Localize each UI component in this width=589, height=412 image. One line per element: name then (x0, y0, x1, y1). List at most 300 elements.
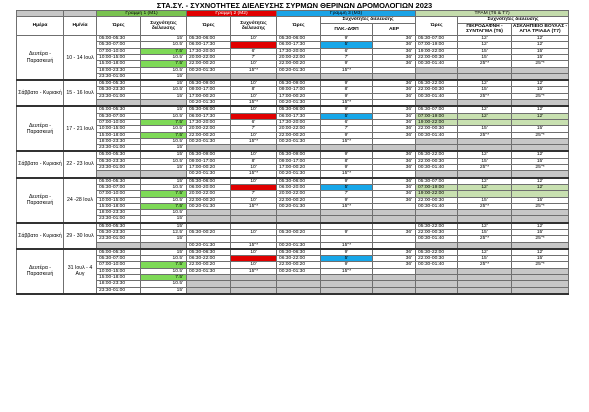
line1-frequency-cell (141, 100, 187, 107)
tram-t7-frequency-cell: 25''* (512, 132, 569, 138)
line3-hours-cell (277, 216, 321, 223)
line1-frequency-cell: 7.5' (141, 262, 187, 268)
line3-hours-cell: 17:30-20:00 (277, 119, 321, 125)
line1-hours-cell: 18:00-23:30 (97, 67, 141, 73)
tram-t6-frequency-cell: 15' (458, 54, 512, 60)
line2-hours-cell: 00:20-01:30 (187, 203, 231, 209)
line1-hours-cell: 10:00-15:00 (97, 54, 141, 60)
line3-frequency-aer-cell (373, 73, 416, 80)
table-row (17, 87, 569, 93)
line1-frequency-cell: 15' (141, 151, 187, 158)
table-row (17, 132, 569, 138)
tram-t7-frequency-cell (512, 242, 569, 249)
date-label: 24 -28 Ιουλ (64, 178, 97, 223)
tram-t6-frequency-cell (458, 145, 512, 152)
line1-frequency-cell: 10.5' (141, 138, 187, 144)
line1-hours-cell: 05:00-05:30 (97, 151, 141, 158)
line1-frequency-cell: 10.5' (141, 256, 187, 262)
line3-frequency-pl-dfp-cell: 15''* (321, 242, 373, 249)
line3-frequency-aer-cell (373, 242, 416, 249)
line2-hours-cell: 20:00-22:00 (187, 54, 231, 60)
tram-t7-frequency-cell: 12' (512, 151, 569, 158)
day-label: Δευτέρα - Παρασκευή (17, 36, 64, 81)
date-label: 10 - 14 Ιουλ (64, 36, 97, 81)
page-title: ΣΤΑ.ΣΥ. - ΣΥΧΝΟΤΗΤΕΣ ΔΙΕΛΕΥΣΗΣ ΣΥΡΜΩΝ ΘΕΡΙΝΩΝ ΔΡΟΜΟΛΟΓΙΩΝ 2023 (156, 1, 433, 10)
line2-hours-cell (187, 216, 231, 223)
line1-hours-cell: 18:00-23:30 (97, 138, 141, 144)
line2-frequency-cell (231, 145, 277, 152)
tram-t7-frequency-cell: 25''* (512, 236, 569, 242)
line2-hours-header: Ώρες (187, 17, 231, 36)
line1-frequency-cell: 10.5' (141, 281, 187, 287)
tram-t7-frequency-cell: 12' (512, 178, 569, 185)
line2-frequency-cell: 10' (231, 151, 277, 158)
line2-frequency-cell (231, 216, 277, 223)
tram-hours-cell: 07:00-19:00 (416, 42, 458, 48)
line3-frequency-aer-cell: 36' (373, 229, 416, 235)
table-row (17, 113, 569, 119)
tram-t6-frequency-cell: 15' (458, 126, 512, 132)
line3-hours-cell: 06:00-20:00 (277, 184, 321, 190)
line3-hours-header: Ώρες (277, 17, 321, 36)
line3-frequency-aer-cell: 36' (373, 158, 416, 164)
line3-frequency-aer-cell: 36' (373, 42, 416, 48)
line2-hours-cell: 17:00-00:20 (187, 93, 231, 99)
line3-hours-cell: 17:30-20:00 (277, 48, 321, 54)
line2-hours-cell: 20:00-22:00 (187, 191, 231, 197)
line3-hours-cell (277, 145, 321, 152)
line3-frequency-pl-dfp-cell: 5' (321, 113, 373, 119)
table-row (17, 36, 569, 42)
tram-t6-frequency-cell: 25''* (458, 203, 512, 209)
aer-header: ΑΕΡ (373, 23, 416, 35)
table-row (17, 197, 569, 203)
line3-frequency-aer-cell: 36' (373, 165, 416, 171)
line3-hours-cell: 20:00-22:00 (277, 191, 321, 197)
line2-frequency-cell (231, 287, 277, 294)
tram-hours-cell (416, 216, 458, 223)
line1-frequency-cell: 10.5' (141, 197, 187, 203)
line1-frequency-cell: 15' (141, 178, 187, 185)
line1-frequency-cell: 15' (141, 36, 187, 42)
line2-hours-cell: 05:30-06:00 (187, 36, 231, 42)
line2-frequency-cell: 8' (231, 87, 277, 93)
table-row (17, 229, 569, 235)
line3-frequency-pl-dfp-cell: 15''* (321, 67, 373, 73)
t6-header: ΠΙΚΡΟΔΑΦΝΗ - ΣΥΝΤΑΓΜΑ (Τ6) (458, 23, 512, 35)
line3-frequency-aer-cell: 36' (373, 249, 416, 256)
line3-hours-cell: 05:30-09:00 (277, 151, 321, 158)
table-row (17, 262, 569, 268)
line2-hours-cell: 05:30-00:20 (187, 229, 231, 235)
tram-t6-frequency-cell: 15' (458, 256, 512, 262)
line2-frequency-cell: 10' (231, 178, 277, 185)
line3-frequency-aer-cell: 36' (373, 126, 416, 132)
date-label: 17 - 21 Ιουλ (64, 106, 97, 151)
tram-t7-frequency-cell: 25''* (512, 93, 569, 99)
line2-hours-cell: 05:30-06:30 (187, 249, 231, 256)
line1-frequency-cell: 12.5' (141, 229, 187, 235)
line3-hours-cell (277, 223, 321, 230)
line2-frequency-cell: 10' (231, 36, 277, 42)
line1-hours-cell: 15:00-18:00 (97, 61, 141, 67)
line3-frequency-aer-cell (373, 287, 416, 294)
line3-hours-cell: 06:00-17:30 (277, 113, 321, 119)
line3-frequency-pl-dfp-cell: 9' (321, 165, 373, 171)
line1-frequency-cell: 15' (141, 93, 187, 99)
tram-hours-cell (416, 171, 458, 178)
tram-t6-frequency-cell (458, 216, 512, 223)
tram-hours-cell (416, 242, 458, 249)
line1-frequency-cell: 7.5' (141, 48, 187, 54)
line2-hours-cell: 22:00-00:20 (187, 197, 231, 203)
line1-hours-cell: 23:30-01:00 (97, 236, 141, 242)
table-row (17, 106, 569, 113)
line2-hours-cell: 22:00-00:20 (187, 61, 231, 67)
tram-t6-frequency-cell (458, 100, 512, 107)
timetable (16, 10, 569, 295)
line1-hours-cell: 15:00-18:00 (97, 275, 141, 281)
tram-hours-cell: 05:30-22:00 (416, 223, 458, 230)
line1-hours-cell: 23:30-01:00 (97, 287, 141, 294)
line2-hours-cell: 00:20-01:30 (187, 100, 231, 107)
line2-hours-cell: 06:00-20:00 (187, 184, 231, 190)
line1-hours-cell: 15:00-18:00 (97, 132, 141, 138)
line3-frequency-pl-dfp-cell: 9' (321, 61, 373, 67)
line3-hours-cell: 06:00-17:30 (277, 42, 321, 48)
tram-hours-cell: 00:30-01:40 (416, 236, 458, 242)
tram-t6-frequency-cell: 12' (458, 42, 512, 48)
line1-frequency-cell: 7.5' (141, 132, 187, 138)
line3-frequency-aer-cell: 36' (373, 36, 416, 42)
line1-frequency-cell: 15' (141, 216, 187, 223)
line3-frequency-aer-cell: 36' (373, 184, 416, 190)
line1-frequency-cell: 15' (141, 236, 187, 242)
line3-frequency-pl-dfp-cell: 5' (321, 42, 373, 48)
line2-hours-cell: 09:00-17:00 (187, 158, 231, 164)
line2-frequency-cell: 10' (231, 249, 277, 256)
line2-frequency-cell: 10' (231, 106, 277, 113)
t7-header: ΑΣΚΛΗΠΙΕΙΟ ΒΟΥΛΑΣ - ΑΓΙΑ ΤΡΙΑΔΑ (Τ7) (512, 23, 568, 35)
line3-frequency-pl-dfp-cell (321, 145, 373, 152)
line2-hours-cell: 06:30-22:00 (187, 256, 231, 262)
tram-header: ΤΡΑΜ (Τ6 & Τ7) (416, 11, 569, 17)
line3-hours-cell: 09:00-17:00 (277, 158, 321, 164)
table-row (17, 158, 569, 164)
line3-frequency-pl-dfp-cell: 8' (321, 158, 373, 164)
line2-frequency-cell: 7' (231, 191, 277, 197)
table-row (17, 100, 569, 107)
line1-frequency-header: Συχνότητες διέλευσης (141, 17, 187, 36)
line3-frequency-pl-dfp-cell: 6' (321, 48, 373, 54)
day-label: Δευτέρα - Παρασκευή (17, 178, 64, 223)
line2-frequency-cell: 10' (231, 165, 277, 171)
day-label: Δευτέρα - Παρασκευή (17, 249, 64, 294)
table-row (17, 151, 569, 158)
line1-frequency-cell: 15' (141, 249, 187, 256)
line1-hours-cell: 07:00-10:00 (97, 119, 141, 125)
line2-frequency-cell (231, 73, 277, 80)
line1-frequency-cell: 10.5' (141, 54, 187, 60)
line2-frequency-cell (231, 223, 277, 230)
tram-hours-cell: 22:00-00:30 (416, 54, 458, 60)
tram-hours-cell: 05:30-07:00 (416, 178, 458, 185)
line2-hours-cell (187, 73, 231, 80)
line3-frequency-aer-cell: 36' (373, 93, 416, 99)
line3-frequency-aer-cell (373, 145, 416, 152)
table-row (17, 203, 569, 209)
line2-frequency-cell: 10' (231, 229, 277, 235)
table-row (17, 223, 569, 230)
line2-hours-cell: 00:20-01:30 (187, 67, 231, 73)
line3-hours-cell: 00:20-01:30 (277, 242, 321, 249)
line3-hours-cell: 05:30-09:00 (277, 80, 321, 87)
tram-hours-cell: 00:30-01:40 (416, 165, 458, 171)
line2-hours-cell: 09:00-17:00 (187, 87, 231, 93)
line1-hours-cell: 10:00-15:00 (97, 268, 141, 274)
line3-hours-cell: 22:00-00:20 (277, 197, 321, 203)
tram-t7-frequency-cell: 25''* (512, 61, 569, 67)
tram-t6-frequency-cell: 12' (458, 80, 512, 87)
line1-hours-cell: 05:30-07:00 (97, 256, 141, 262)
line2-frequency-cell: 7' (231, 126, 277, 132)
line3-frequency-aer-cell: 36' (373, 256, 416, 262)
tram-t6-frequency-cell: 15' (458, 158, 512, 164)
day-column-header: Ημέρα (17, 17, 64, 36)
table-row (17, 48, 569, 54)
line1-hours-cell: 07:00-10:00 (97, 262, 141, 268)
line2-hours-cell: 05:30-06:00 (187, 106, 231, 113)
tram-hours-cell: 05:30-22:00 (416, 151, 458, 158)
table-row (17, 178, 569, 185)
tram-t6-frequency-cell: 12' (458, 106, 512, 113)
line3-hours-cell (277, 287, 321, 294)
line2-hours-cell: 17:30-20:00 (187, 48, 231, 54)
line1-hours-cell (97, 100, 141, 107)
line1-hours-cell: 05:00-05:30 (97, 178, 141, 185)
line3-frequency-pl-dfp-cell: 7' (321, 126, 373, 132)
tram-hours-cell (416, 100, 458, 107)
table-row (17, 145, 569, 152)
tram-t7-frequency-cell: 15' (512, 48, 569, 54)
tram-t6-frequency-cell: 12' (458, 113, 512, 119)
line3-hours-cell: 00:20-01:30 (277, 171, 321, 178)
line3-frequency-pl-dfp-cell: 15''* (321, 203, 373, 209)
line3-frequency-aer-cell (373, 223, 416, 230)
tram-t7-frequency-cell: 15' (512, 54, 569, 60)
line3-frequency-aer-cell: 36' (373, 262, 416, 268)
tram-t6-frequency-cell (458, 242, 512, 249)
line3-frequency-aer-cell: 36' (373, 197, 416, 203)
tram-t7-frequency-cell: 25''* (512, 203, 569, 209)
line1-hours-cell (97, 171, 141, 178)
line1-hours-cell: 05:00-05:30 (97, 106, 141, 113)
line2-frequency-cell: 15''* (231, 242, 277, 249)
line1-hours-cell: 05:30-23:30 (97, 87, 141, 93)
line1-frequency-cell: 10.5' (141, 268, 187, 274)
line2-hours-cell: 17:30-20:00 (187, 119, 231, 125)
line1-hours-cell: 05:30-07:00 (97, 113, 141, 119)
tram-t6-frequency-cell: 15' (458, 87, 512, 93)
line1-hours-cell: 23:30-01:00 (97, 93, 141, 99)
date-label: 15 - 16 Ιουλ (64, 80, 97, 106)
line1-frequency-cell (141, 242, 187, 249)
line1-hours-cell: 07:00-10:00 (97, 48, 141, 54)
tram-t7-frequency-cell: 12' (512, 249, 569, 256)
line3-frequency-pl-dfp-cell: 9' (321, 197, 373, 203)
line3-frequency-aer-cell: 36' (373, 191, 416, 197)
tram-t6-frequency-cell: 12' (458, 184, 512, 190)
line1-frequency-cell: 15' (141, 223, 187, 230)
tram-hours-cell: 22:00-00:30 (416, 229, 458, 235)
line1-frequency-cell: 10.5' (141, 184, 187, 190)
line2-frequency-cell: 10' (231, 262, 277, 268)
tram-t6-frequency-cell: 12' (458, 36, 512, 42)
line3-frequency-aer-cell: 36' (373, 151, 416, 158)
line3-frequency-pl-dfp-cell (321, 287, 373, 294)
table-row (17, 287, 569, 294)
table-row (17, 42, 569, 48)
tram-t6-frequency-cell: 12' (458, 249, 512, 256)
line3-hours-cell (277, 73, 321, 80)
line1-frequency-cell: 15' (141, 73, 187, 80)
line3-header: Γραμμή 3 (Μ3) (277, 11, 416, 17)
date-column-header: Ημ/νία (64, 17, 97, 36)
line3-frequency-aer-cell: 36' (373, 132, 416, 138)
line3-frequency-pl-dfp-cell: 15''* (321, 138, 373, 144)
line2-hours-cell: 05:30-09:00 (187, 80, 231, 87)
line3-frequency-aer-cell (373, 216, 416, 223)
line1-hours-cell: 23:30-01:00 (97, 145, 141, 152)
tram-hours-cell: 00:30-01:40 (416, 203, 458, 209)
line3-frequency-pl-dfp-cell: 9' (321, 262, 373, 268)
line1-hours-cell: 23:30-01:00 (97, 73, 141, 80)
tram-t7-frequency-cell: 15' (512, 197, 569, 203)
line3-hours-cell: 05:30-00:20 (277, 229, 321, 235)
line3-hours-cell: 00:20-01:30 (277, 100, 321, 107)
tram-hours-cell (416, 287, 458, 294)
line3-frequency-pl-dfp-cell: 9' (321, 132, 373, 138)
line3-frequency-pl-dfp-cell: 6' (321, 119, 373, 125)
line1-frequency-cell: 7.5' (141, 275, 187, 281)
line1-hours-cell: 10:00-15:00 (97, 197, 141, 203)
tram-t6-frequency-cell: 12' (458, 223, 512, 230)
tram-hours-cell: 05:30-22:00 (416, 80, 458, 87)
tram-t7-frequency-cell: 12' (512, 106, 569, 113)
line3-frequency-aer-cell (373, 171, 416, 178)
line1-frequency-cell: 10.5' (141, 42, 187, 48)
table-row (17, 80, 569, 87)
tram-t7-frequency-cell: 15' (512, 87, 569, 93)
line3-hours-cell: 20:00-22:00 (277, 54, 321, 60)
tram-t7-frequency-cell (512, 171, 569, 178)
line1-frequency-cell: 15' (141, 106, 187, 113)
day-label: Σάββατο - Κυριακή (17, 80, 64, 106)
line3-hours-cell: 22:00-00:20 (277, 132, 321, 138)
line1-frequency-cell: 10.5' (141, 126, 187, 132)
line2-frequency-cell: 6' (231, 48, 277, 54)
line3-frequency-aer-cell: 36' (373, 87, 416, 93)
table-row (17, 184, 569, 190)
line2-hours-cell: 00:20-01:30 (187, 242, 231, 249)
tram-t6-frequency-cell: 25''* (458, 93, 512, 99)
line1-hours-cell: 15:00-18:00 (97, 203, 141, 209)
line1-hours-cell: 10:00-15:00 (97, 126, 141, 132)
line3-hours-cell: 00:20-01:30 (277, 67, 321, 73)
tram-t7-frequency-cell (512, 73, 569, 80)
line1-frequency-cell: 15' (141, 80, 187, 87)
timetable-body (17, 36, 569, 294)
table-row (17, 126, 569, 132)
line3-frequency-pl-dfp-cell: 9' (321, 93, 373, 99)
tram-t7-frequency-cell: 12' (512, 36, 569, 42)
line3-frequency-aer-cell: 36' (373, 48, 416, 54)
line1-hours-cell: 05:00-05:30 (97, 36, 141, 42)
line1-hours-header: Ώρες (97, 17, 141, 36)
tram-t7-frequency-cell: 25''* (512, 262, 569, 268)
line3-frequency-pl-dfp-cell: 9' (321, 151, 373, 158)
line2-frequency-cell: 10' (231, 80, 277, 87)
line1-frequency-cell: 15' (141, 145, 187, 152)
line2-frequency-cell: 6' (231, 119, 277, 125)
line2-frequency-cell: 15''* (231, 138, 277, 144)
line2-hours-cell: 17:00-00:20 (187, 165, 231, 171)
line1-frequency-cell: 10.5' (141, 67, 187, 73)
line3-frequency-pl-dfp-cell: 15''* (321, 100, 373, 107)
tram-t6-frequency-cell: 12' (458, 178, 512, 185)
tram-hours-cell: 00:30-01:40 (416, 61, 458, 67)
tram-t7-frequency-cell: 15' (512, 256, 569, 262)
line2-frequency-cell: 10' (231, 93, 277, 99)
line1-frequency-cell: 7.5' (141, 203, 187, 209)
tram-hours-cell: 22:00-00:30 (416, 256, 458, 262)
tram-t6-frequency-cell: 25''* (458, 132, 512, 138)
tram-t7-frequency-cell: 25''* (512, 165, 569, 171)
tram-t7-frequency-cell: 15' (512, 229, 569, 235)
tram-t7-frequency-cell: 12' (512, 42, 569, 48)
tram-t7-frequency-cell (512, 145, 569, 152)
line2-frequency-cell: 15''* (231, 67, 277, 73)
tram-hours-cell: 00:30-01:40 (416, 93, 458, 99)
line2-hours-cell (187, 287, 231, 294)
tram-hours-cell (416, 145, 458, 152)
table-row (17, 73, 569, 80)
line3-frequency-pl-dfp-cell: 7' (321, 54, 373, 60)
line2-frequency-header: Συχνότητες διέλευσης (231, 17, 277, 36)
tram-hours-cell (416, 73, 458, 80)
tram-t6-frequency-cell (458, 287, 512, 294)
line1-hours-cell: 07:00-10:00 (97, 191, 141, 197)
tram-hours-cell: 22:00-00:30 (416, 158, 458, 164)
line3-hours-cell: 05:30-06:30 (277, 249, 321, 256)
line3-frequency-aer-cell: 36' (373, 80, 416, 87)
line3-frequency-pl-dfp-cell: 9' (321, 178, 373, 185)
tram-t7-frequency-cell: 12' (512, 223, 569, 230)
line3-hours-cell: 22:00-00:20 (277, 61, 321, 67)
line2-frequency-cell: 15''* (231, 203, 277, 209)
line3-hours-cell: 05:30-06:00 (277, 106, 321, 113)
line3-frequency-pl-dfp-cell: 9' (321, 36, 373, 42)
line3-frequency-pl-dfp-cell: 9' (321, 229, 373, 235)
tram-hours-cell: 19:00-22:00 (416, 48, 458, 54)
tram-hours-cell: 00:30-01:40 (416, 262, 458, 268)
line2-hours-cell: 00:20-01:30 (187, 138, 231, 144)
line2-frequency-cell: 8' (231, 158, 277, 164)
date-label: 31 Ιουλ - 4 Αυγ (64, 249, 97, 294)
line3-frequency-aer-cell: 36' (373, 61, 416, 67)
tram-t7-frequency-cell: 12' (512, 80, 569, 87)
tram-t7-frequency-cell (512, 216, 569, 223)
